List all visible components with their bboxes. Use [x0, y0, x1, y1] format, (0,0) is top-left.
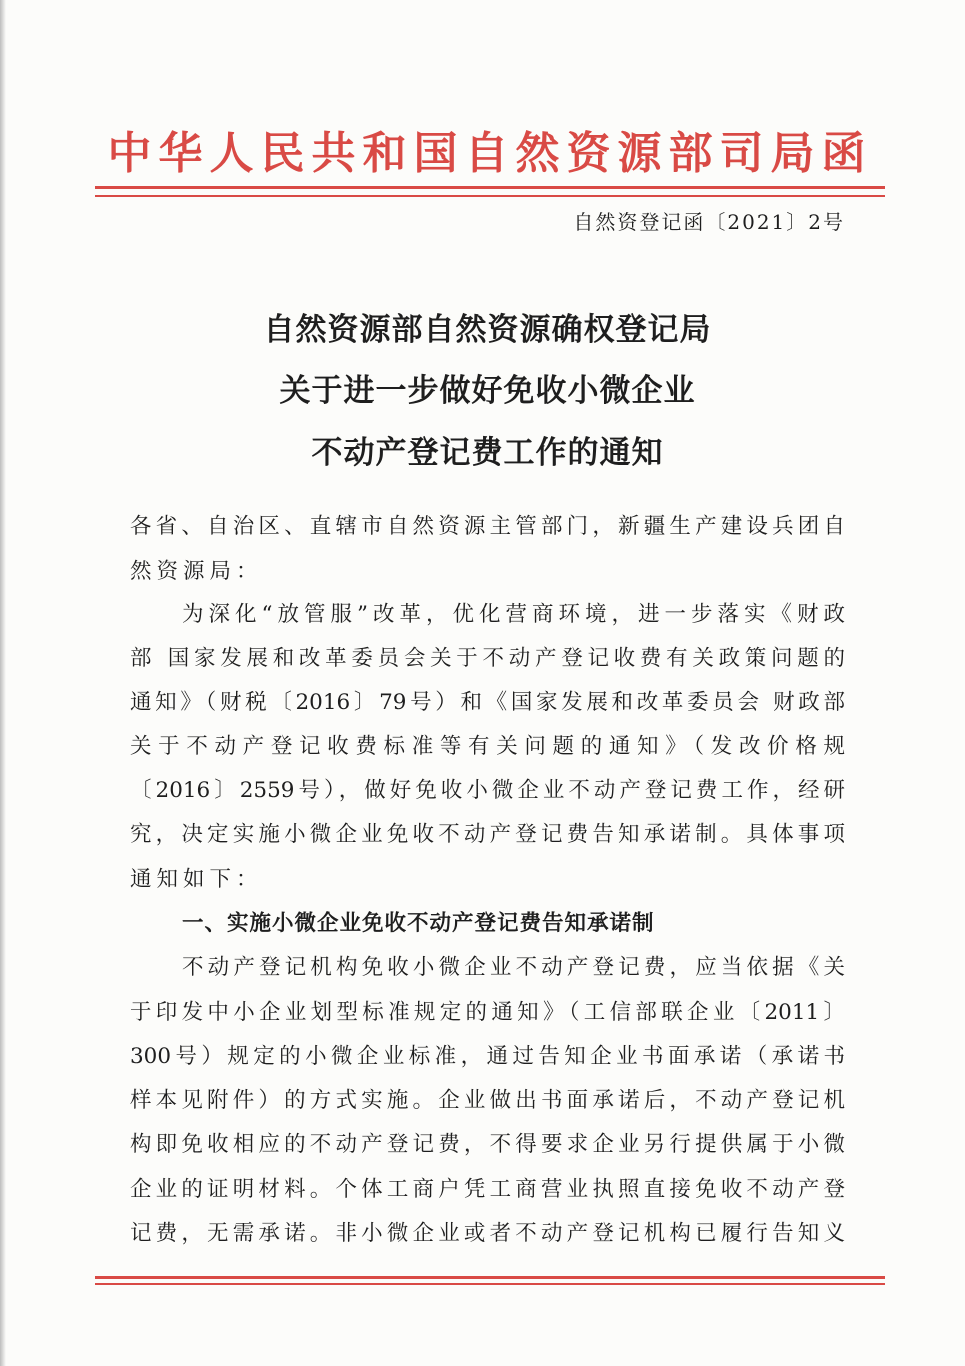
recipient-line: 各省、自治区、直辖市自然资源主管部门，新疆生产建设兵团自 — [130, 514, 845, 539]
document-title-line: 自然资源部自然资源确权登记局 — [263, 312, 712, 348]
document-number: 自然资登记函〔2021〕2号 — [573, 210, 845, 234]
intro-paragraph-line: 通知如下： — [130, 867, 263, 892]
intro-paragraph-line: 关于不动产登记收费标准等有关问题的通知》（发改价格规 — [130, 734, 845, 759]
letterhead-rule-thin — [95, 195, 885, 197]
intro-paragraph-line: 部 国家发展和改革委员会关于不动产登记收费有关政策问题的 — [130, 646, 845, 671]
page-edge-shadow — [0, 0, 6, 1366]
intro-paragraph-line: 为深化“放管服”改革，优化营商环境，进一步落实《财政 — [182, 602, 845, 627]
document-title-line: 不动产登记费工作的通知 — [311, 435, 664, 471]
document-title-line: 关于进一步做好免收小微企业 — [279, 373, 696, 409]
intro-paragraph-line: 〔2016〕2559号），做好免收小微企业不动产登记费工作，经研 — [130, 778, 845, 803]
section-paragraph-line: 构即免收相应的不动产登记费，不得要求企业另行提供属于小微 — [130, 1132, 845, 1157]
intro-paragraph-line: 通知》（财税〔2016〕79号）和《国家发展和改革委员会 财政部 — [130, 690, 845, 715]
section-paragraph-line: 于印发中小企业划型标准规定的通知》（工信部联企业〔2011〕 — [130, 1000, 845, 1025]
intro-paragraph-line: 究，决定实施小微企业免收不动产登记费告知承诺制。具体事项 — [130, 822, 845, 847]
footer-rule-thick — [95, 1276, 885, 1279]
section-paragraph-line: 不动产登记机构免收小微企业不动产登记费，应当依据《关 — [182, 955, 845, 980]
letterhead-rule-thick — [95, 186, 885, 189]
letterhead-title: 中华人民共和国自然资源部司局函 — [107, 128, 873, 179]
section-paragraph-line: 300号）规定的小微企业标准，通过告知企业书面承诺（承诺书 — [130, 1044, 845, 1069]
section-paragraph-line: 样本见附件）的方式实施。企业做出书面承诺后，不动产登记机 — [130, 1088, 845, 1113]
footer-rule-thin — [95, 1283, 885, 1285]
section-paragraph-line: 企业的证明材料。个体工商户凭工商营业执照直接免收不动产登 — [130, 1177, 845, 1202]
section-heading: 一、实施小微企业免收不动产登记费告知承诺制 — [182, 911, 655, 936]
section-paragraph-line: 记费，无需承诺。非小微企业或者不动产登记机构已履行告知义 — [130, 1221, 845, 1246]
recipient-line: 然资源局： — [130, 559, 263, 584]
